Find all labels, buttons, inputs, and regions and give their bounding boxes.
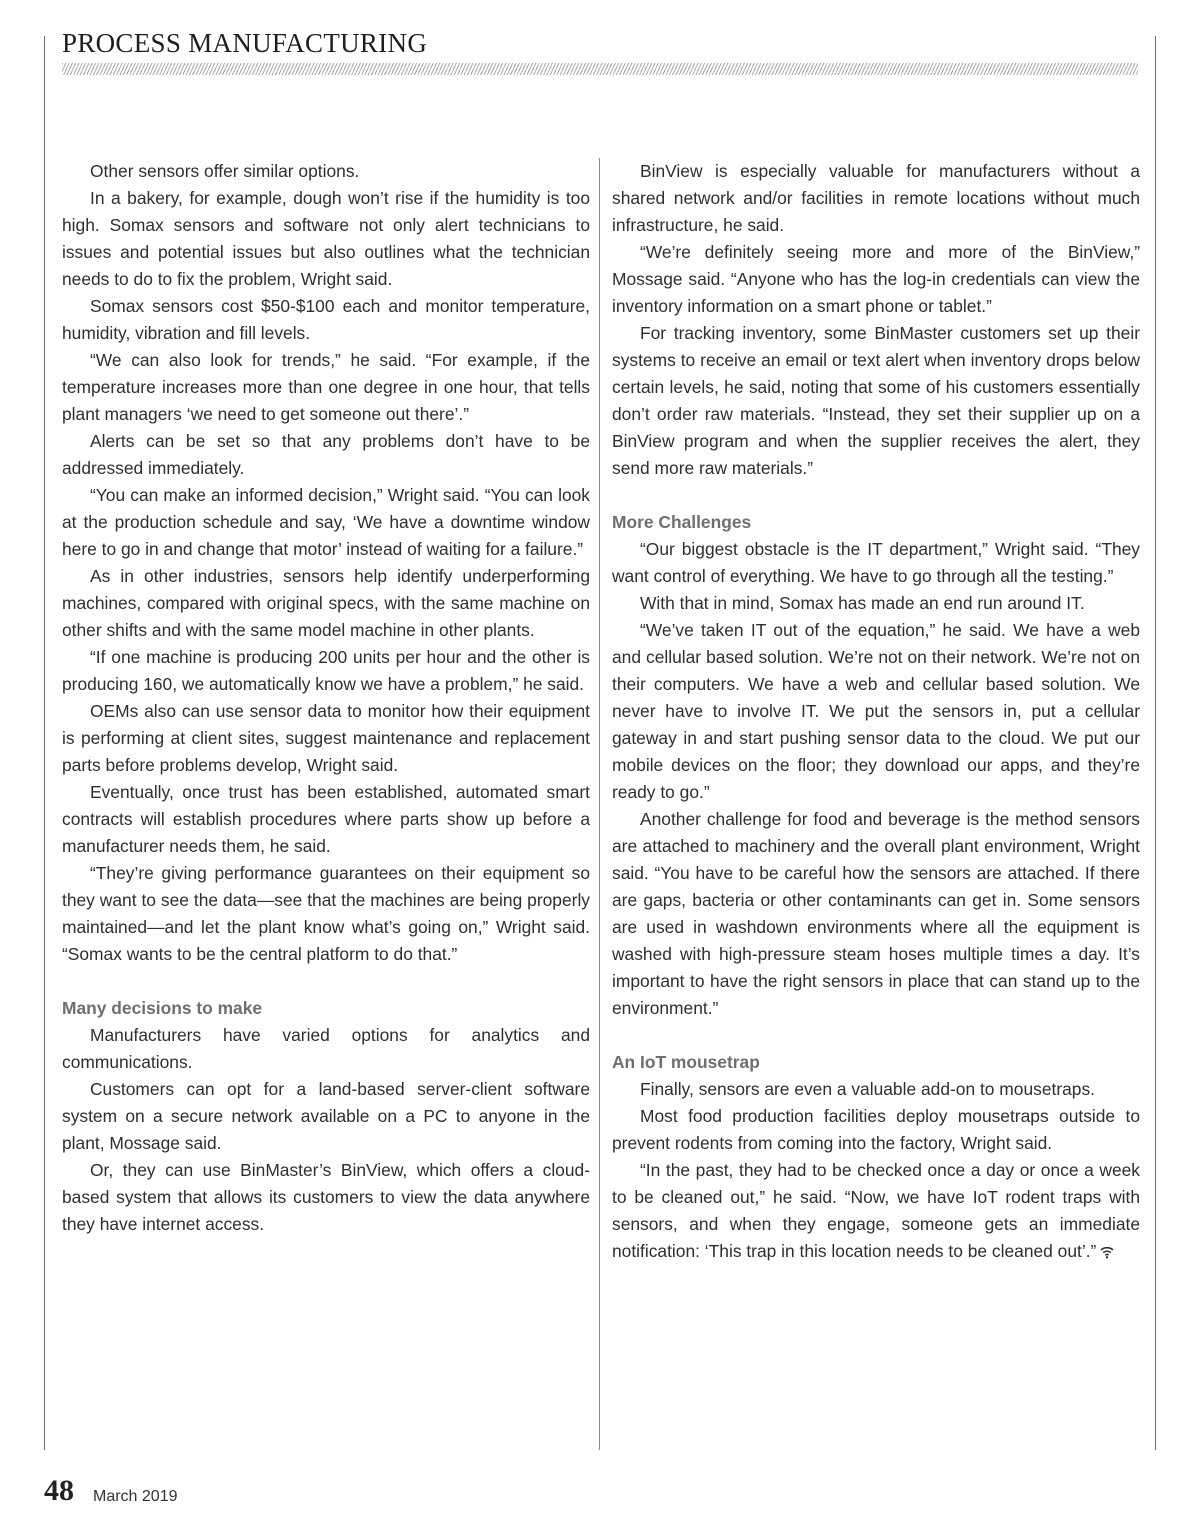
issue-date: March 2019 — [93, 1488, 178, 1505]
subheading-many-decisions: Many decisions to make — [62, 998, 263, 1018]
paragraph: Eventually, once trust has been established, automated smart contracts will establish procedures where parts show up before a manufacturer needs them, he said. — [62, 782, 590, 856]
paragraph: With that in mind, Somax has made an end run around IT. — [640, 593, 1085, 613]
right-margin-rule — [1155, 36, 1156, 1450]
subheading-iot-mousetrap: An IoT mousetrap — [612, 1052, 760, 1072]
header-hatch-bar — [62, 63, 1138, 75]
paragraph: Manufacturers have varied options for analytics and communications. — [62, 1025, 590, 1072]
paragraph: Somax sensors cost $50-$100 each and monitor temperature, humidity, vibration and fill levels. — [62, 296, 590, 343]
page-number: 48 — [44, 1474, 74, 1507]
paragraph: BinView is especially valuable for manufacturers without a shared network and/or facilities in remote locations without much infrastructure, he said. — [612, 161, 1140, 235]
left-margin-rule — [44, 36, 45, 1450]
paragraph: Alerts can be set so that any problems don’t have to be addressed immediately. — [62, 431, 590, 478]
article-column-left — [62, 158, 590, 1238]
paragraph: “They’re giving performance guarantees on their equipment so they want to see the data—see that the machines are being properly maintained—and let the plant know what’s going on,” Wright said. “Somax wants to be the central platform to do that.” — [62, 863, 590, 964]
paragraph: Finally, sensors are even a valuable add-on to mousetraps. — [640, 1079, 1095, 1099]
paragraph: “We’ve taken IT out of the equation,” he said. We have a web and cellular based solution. We’re not on their network. We’re not on their computers. We have a web and cellular based solution. We never have to involve IT. We put the sensors in, put a cellular gateway in and start pushing sensor data to the cloud. We put our mobile devices on the floor; they download our apps, and they’re ready to go.” — [612, 620, 1140, 802]
section-title: PROCESS MANUFACTURING — [62, 28, 428, 58]
paragraph: “We can also look for trends,” he said. “For example, if the temperature increases more than one degree in one hour, that tells plant managers ‘we need to get someone out there’.” — [62, 350, 590, 424]
paragraph-text: “In the past, they had to be checked once a day or once a week to be cleaned out,” he said. “Now, we have IoT rodent traps with sensors, and when they engage, someone gets an immediate notification: ‘This trap in this location needs to be cleaned out’.” — [612, 1160, 1140, 1261]
paragraph: Other sensors offer similar options. — [90, 161, 360, 181]
paragraph: For tracking inventory, some BinMaster customers set up their systems to receive an email or text alert when inventory drops below certain levels, he said, noting that some of his customers essentially don’t order raw materials. “Instead, they set their supplier up on a BinView program and when the supplier receives the alert, they send more raw materials.” — [612, 323, 1140, 478]
wifi-signal-icon — [1100, 1245, 1114, 1259]
paragraph: Another challenge for food and beverage is the method sensors are attached to machinery and the overall plant environment, Wright said. “You have to be careful how the sensors are attached. If there are gaps, bacteria or other contaminants can get in. Some sensors are used in washdown environments where all the equipment is washed with high-pressure steam hoses multiple times a day. It’s important to have the right sensors in place that can stand up to the environment.” — [612, 809, 1140, 1018]
paragraph: “We’re definitely seeing more and more of the BinView,” Mossage said. “Anyone who has the log-in credentials can view the inventory information on a smart phone or tablet.” — [612, 242, 1140, 316]
paragraph: “You can make an informed decision,” Wright said. “You can look at the production schedule and say, ‘We have a downtime window here to go in and change that motor’ instead of waiting for a failure.” — [62, 485, 590, 559]
paragraph: As in other industries, sensors help identify underperforming machines, compared with original specs, with the same machine on other shifts and with the same model machine in other plants. — [62, 566, 590, 640]
last-paragraph — [612, 1157, 1140, 1265]
paragraph: Customers can opt for a land-based server-client software system on a secure network available on a PC to anyone in the plant, Mossage said. — [62, 1079, 590, 1153]
subheading-more-challenges: More Challenges — [612, 512, 752, 532]
paragraph: Most food production facilities deploy mousetraps outside to prevent rodents from coming into the factory, Wright said. — [612, 1106, 1140, 1153]
paragraph: Or, they can use BinMaster’s BinView, which offers a cloud-based system that allows its customers to view the data anywhere they have internet access. — [62, 1160, 590, 1234]
paragraph: “If one machine is producing 200 units per hour and the other is producing 160, we automatically know we have a problem,” he said. — [62, 647, 590, 694]
article-column-right — [612, 158, 1140, 1265]
column-divider — [599, 158, 600, 1450]
paragraph: In a bakery, for example, dough won’t rise if the humidity is too high. Somax sensors and software not only alert technicians to issues and potential issues but also outlines what the technician needs to do to fix the problem, Wright said. — [62, 188, 590, 289]
paragraph: “Our biggest obstacle is the IT department,” Wright said. “They want control of everything. We have to go through all the testing.” — [612, 539, 1140, 586]
paragraph: OEMs also can use sensor data to monitor how their equipment is performing at client sites, suggest maintenance and replacement parts before problems develop, Wright said. — [62, 701, 590, 775]
